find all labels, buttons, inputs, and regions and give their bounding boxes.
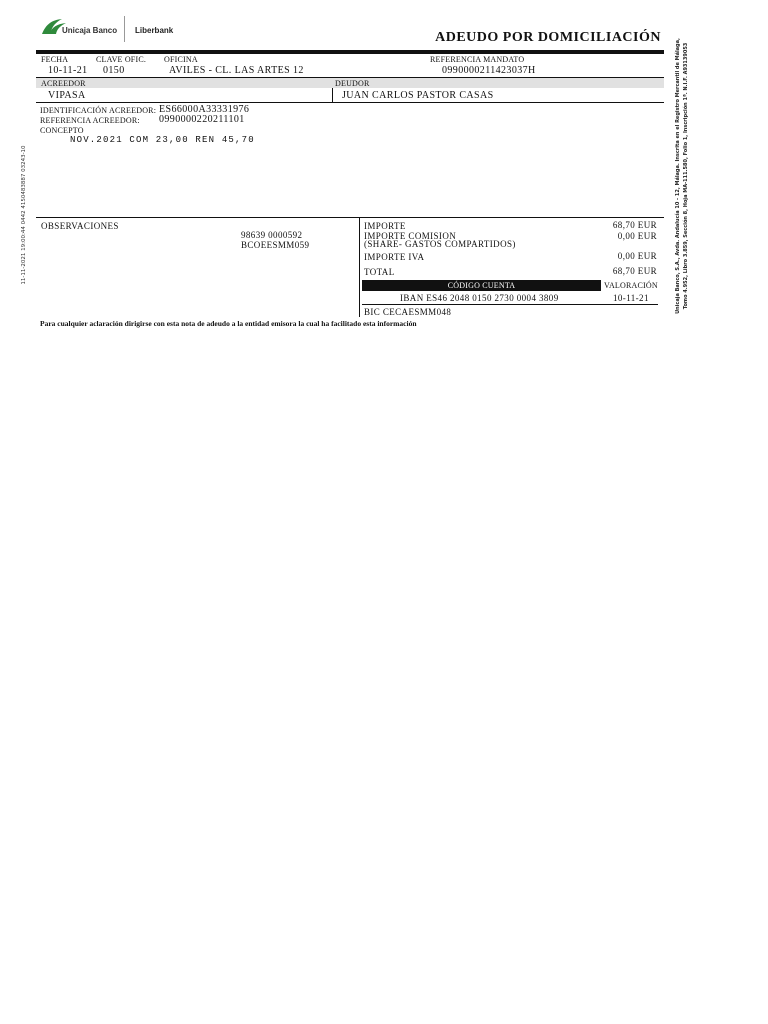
codigo-cuenta-label: CÓDIGO CUENTA — [447, 281, 516, 290]
total-value: 68,70 EUR — [612, 266, 657, 276]
concepto-label: CONCEPTO — [40, 126, 84, 135]
comision-label: IMPORTE COMISION — [364, 231, 457, 241]
valoracion-label: VALORACIÓN — [604, 281, 658, 290]
observaciones-line2: BCOEESMM059 — [241, 240, 310, 250]
footer-note: Para cualquier aclaración dirigirse con esta nota de adeudo a la entidad emisora la cual ha facilitado esta información — [40, 319, 417, 328]
iva-value: 0,00 EUR — [617, 251, 657, 261]
ref-acreedor-label: REFERENCIA ACREEDOR: — [40, 116, 140, 125]
parties-bottom-rule — [36, 102, 664, 103]
referencia-mandato-value: 0990000211423037H — [442, 65, 536, 76]
iva-label: IMPORTE IVA — [364, 252, 425, 262]
unicaja-logo — [40, 18, 120, 38]
deudor-value: JUAN CARLOS PASTOR CASAS — [342, 90, 494, 101]
observaciones-label: OBSERVACIONES — [41, 221, 119, 231]
acreedor-label: ACREEDOR — [41, 79, 86, 88]
concepto-value: NOV.2021 COM 23,00 REN 45,70 — [70, 135, 255, 145]
side-left-stamp: 11-11-2021 19:00:44 0442 4150483887 03243-10 — [21, 145, 27, 285]
importe-value: 68,70 EUR — [612, 220, 657, 230]
oficina-label: OFICINA — [164, 55, 198, 64]
clave-oficina-label: CLAVE OFIC. — [96, 55, 147, 64]
unicaja-logo-text: Unicaja Banco — [62, 26, 118, 35]
top-thick-rule — [36, 50, 664, 54]
id-acreedor-label: IDENTIFICACIÓN ACREEDOR: — [40, 106, 157, 115]
side-right-legal-1: Unicaja Banco, S.A., Avda. Andalucía 10 - 12, Málaga. Inscrita en el Registro Mercantil de Málaga, — [675, 38, 681, 314]
ref-acreedor-value: 0990000220211101 — [159, 114, 245, 125]
comision-value: 0,00 EUR — [617, 231, 657, 241]
liberbank-logo: Liberbank — [135, 26, 174, 35]
clave-oficina-value: 0150 — [103, 65, 125, 76]
bic-value: BIC CECAESMM048 — [364, 307, 452, 317]
oficina-value: AVILES - CL. LAS ARTES 12 — [169, 65, 304, 76]
amounts-divider — [359, 217, 360, 317]
total-label: TOTAL — [364, 267, 395, 277]
fecha-label: FECHA — [41, 55, 69, 64]
valoracion-value: 10-11-21 — [613, 293, 649, 303]
importe-label: IMPORTE — [364, 221, 406, 231]
parties-divider — [332, 88, 333, 102]
document-title: ADEUDO POR DOMICILIACIÓN — [435, 30, 661, 45]
fecha-value: 10-11-21 — [48, 65, 88, 76]
comision-sub: (SHARE- GASTOS COMPARTIDOS) — [364, 239, 516, 249]
side-right-legal-2: Tomo 4.952, Libro 3.859, Sección 8, Hoja MA-111.580, Folio 1, Inscripción 1ª. N.I.F. A93139053 — [683, 42, 689, 310]
acreedor-value: VIPASA — [48, 90, 86, 101]
iban-underline — [362, 304, 658, 305]
iban-value: IBAN ES46 2048 0150 2730 0004 3809 — [400, 293, 559, 303]
id-acreedor-value: ES66000A33331976 — [159, 104, 250, 115]
observaciones-line1: 98639 0000592 — [241, 230, 303, 240]
section-rule — [36, 217, 664, 218]
referencia-mandato-label: REFERENCIA MANDATO — [430, 55, 525, 64]
deudor-label: DEUDOR — [335, 79, 370, 88]
logo-divider — [124, 16, 125, 42]
